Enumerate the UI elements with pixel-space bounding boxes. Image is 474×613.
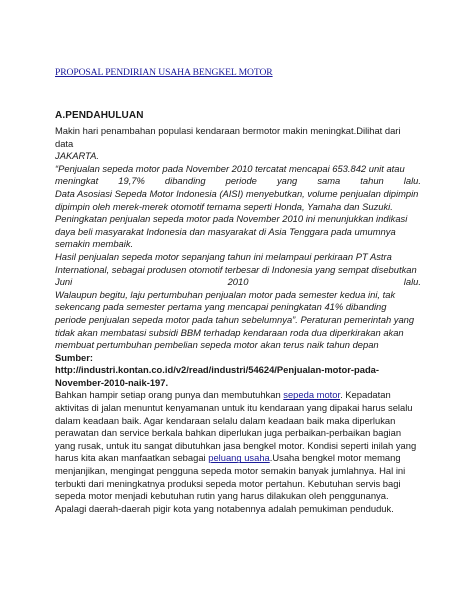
- text-span: sama: [317, 175, 341, 187]
- source-url[interactable]: [55, 364, 421, 377]
- text-span: menjanjikan, mengingat pengguna sepeda motor semakin banyak jumlahnya. Hal ini: [55, 465, 406, 477]
- intro-line: [55, 138, 421, 151]
- text-span: lalu.: [403, 276, 421, 288]
- text-span: dalam keadaan baik. Agar kendaraan selalu dalam keadaan baik maka diperlukan: [55, 414, 396, 426]
- text-span: membuat pertumbuhan pembelian sepeda motor akan terus naik tahun depan: [55, 339, 379, 351]
- text-span: harus kita akan manfaatkan sebagai: [55, 452, 206, 464]
- text-span: tahun: [360, 175, 384, 187]
- text-span: sekencang pada semester pertama yang mencapai peningkatan 41% dibanding: [55, 301, 387, 313]
- paragraph-line: [55, 490, 421, 503]
- source-url[interactable]: [55, 377, 421, 390]
- text-span: JAKARTA.: [55, 150, 99, 162]
- text-span: http://industri.kontan.co.id/v2/read/industri/54624/Penjualan-motor-pada-: [55, 364, 380, 376]
- quote-line: [55, 327, 421, 340]
- text-span: .: [165, 376, 169, 388]
- text-span: Hasil penjualan sepeda motor sepanjang tahun ini melampaui perkiraan PT Astra: [55, 250, 392, 262]
- text-span: 19,7%: [118, 175, 145, 187]
- quote-line: [55, 276, 421, 289]
- quote-line: [55, 301, 421, 314]
- paragraph-line: [55, 440, 421, 453]
- text-span: data: [55, 137, 74, 149]
- text-span: daya beli masyarakat Indonesia dan masyarakat di Asia Tenggara pada umumnya: [55, 225, 396, 237]
- quote-line: [55, 226, 421, 239]
- text-span: Walaupun begitu, laju pertumbuhan penjualan motor pada semester kedua ini, tak: [55, 288, 396, 300]
- source-label: [55, 352, 421, 365]
- paragraph-line: [55, 478, 421, 491]
- text-span: Apalagi daerah-daerah pigir kota yang notabennya adalah pemukiman penduduk.: [55, 502, 394, 514]
- paragraph-line: [55, 389, 421, 402]
- text-span: Bahkan hampir setiap orang punya dan membutuhkan: [55, 389, 281, 401]
- text-span: aktivitas di jalan menuntut kenyamanan untuk itu kendaraan yang dipakai harus selalu: [55, 402, 413, 414]
- intro-line: [55, 125, 421, 138]
- text-span: periode penjualan sepeda motor pada tahun sebelumnya”.: [55, 313, 298, 325]
- quote-line: [55, 238, 421, 251]
- text-span: yang: [276, 175, 298, 187]
- text-span: . Kepadatan: [340, 389, 391, 401]
- text-span: “Penjualan sepeda motor pada November 2010 tercatat mencapai 653.842 unit atau: [55, 162, 405, 174]
- document-title: PROPOSAL PENDIRIAN USAHA BENGKEL MOTOR: [55, 67, 273, 78]
- paragraph-line: [55, 402, 421, 415]
- quote-line: [55, 339, 421, 352]
- sepeda-motor-link[interactable]: sepeda motor: [283, 389, 341, 401]
- text-span: dibanding: [164, 175, 206, 187]
- quote-line: [55, 175, 421, 188]
- text-span: Peraturan pemerintah yang: [297, 313, 415, 325]
- paragraph-line: [55, 503, 421, 516]
- text-span: Juni: [55, 276, 73, 288]
- text-span: terbukti dari meningkatnya produksi sepeda motor pertahun. Kebutuhan servis bagi: [55, 477, 401, 489]
- section-heading: A.PENDAHULUAN: [55, 110, 144, 121]
- text-span: Sumber:: [55, 351, 94, 363]
- quote-line: [55, 188, 421, 201]
- text-span: sepeda motor menjadi kebutuhan rutin yang harus dilakukan oleh penggunanya.: [55, 490, 389, 502]
- paragraph-line: [55, 415, 421, 428]
- quote-line: [55, 314, 421, 327]
- text-span: meningkat: [55, 175, 99, 187]
- quote-line: [55, 289, 421, 302]
- text-span: International, sebagai produsen otomotif terbesar di Indonesia yang sempat disebutkan: [55, 263, 417, 275]
- peluang-usaha-link[interactable]: peluang usaha: [208, 452, 270, 464]
- quote-line: [55, 163, 421, 176]
- text-span: Makin hari penambahan populasi kendaraan bermotor makin meningkat.Dilihat dari: [55, 125, 401, 136]
- text-span: yang rusak, untuk itu sangat dibutuhkan jasa bengkel motor. Kondisi seperti inilah yang: [55, 439, 417, 451]
- city-line: [55, 150, 421, 163]
- paragraph-line: [55, 427, 421, 440]
- text-span: dipimpin oleh merek-merek otomotif ternama seperti Honda, Yamaha dan Suzuki.: [55, 200, 393, 212]
- quote-line: [55, 264, 421, 277]
- text-span: perawatan dan service berkala bahkan diperlukan juga perbaikan-perbaikan bagian: [55, 427, 402, 439]
- text-span: semakin membaik.: [55, 238, 134, 250]
- text-span: Data Asosiasi Sepeda Motor Indonesia (AISI) menyebutkan, volume penjualan dipimpin: [55, 187, 419, 199]
- text-span: tidak akan membatasi subsidi BBM terhadap kendaraan roda dua diperkirakan akan: [55, 326, 404, 338]
- text-span: 2010: [227, 276, 249, 288]
- text-span: November-2010-naik-197: [55, 376, 166, 388]
- paragraph-line: [55, 452, 421, 465]
- text-span: .Usaha bengkel motor memang: [269, 452, 401, 464]
- document-body: [55, 125, 421, 515]
- text-span: lalu.: [403, 175, 421, 187]
- quote-line: [55, 201, 421, 214]
- paragraph-line: [55, 465, 421, 478]
- text-span: periode: [225, 175, 257, 187]
- quote-line: [55, 251, 421, 264]
- quote-line: [55, 213, 421, 226]
- text-span: Peningkatan penjualan sepeda motor pada November 2010 ini menunjukkan indikasi: [55, 213, 408, 225]
